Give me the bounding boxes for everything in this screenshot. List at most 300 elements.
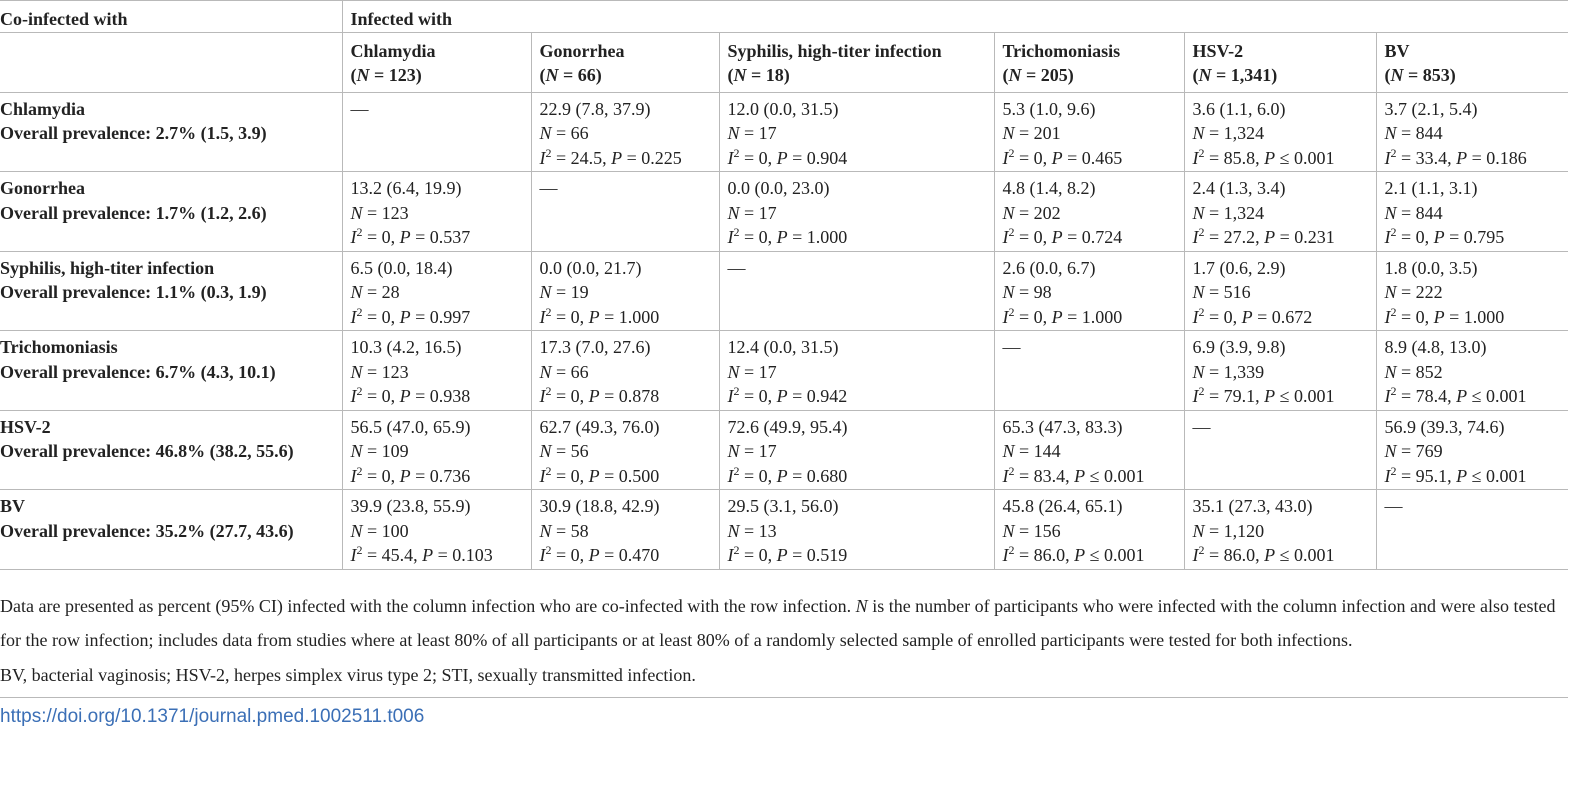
p-symbol: P xyxy=(1051,227,1063,247)
superscript-2: 2 xyxy=(545,145,552,160)
cell-n xyxy=(728,360,994,385)
i-symbol: I xyxy=(539,147,546,168)
p-symbol: P xyxy=(1074,545,1086,565)
p-value: = 1.000 xyxy=(1444,306,1505,327)
n-value: = 58 xyxy=(551,520,589,541)
i2-value: = 0, xyxy=(551,306,589,327)
column-n: (N = 123) xyxy=(350,65,422,85)
cell-heterogeneity xyxy=(540,305,719,330)
row-header xyxy=(0,172,342,252)
i-symbol: I xyxy=(350,545,357,565)
superscript-2: 2 xyxy=(1008,304,1015,319)
column-n: (N = 205) xyxy=(1002,65,1074,85)
table-cell xyxy=(342,251,531,331)
n-symbol: N xyxy=(727,202,740,223)
cell-heterogeneity xyxy=(1385,305,1569,330)
n-symbol: N xyxy=(350,520,363,541)
n-symbol: N xyxy=(1192,202,1205,223)
superscript-2: 2 xyxy=(1008,463,1015,478)
i2-value: = 0, xyxy=(739,545,777,565)
cell-estimate: 0.0 (0.0, 21.7) xyxy=(539,257,642,278)
table-body xyxy=(0,92,1568,569)
p-symbol: P xyxy=(1051,306,1063,327)
cell-n xyxy=(1193,121,1376,146)
cell-heterogeneity xyxy=(1193,225,1376,250)
p-symbol: P xyxy=(588,306,600,327)
cell-heterogeneity xyxy=(351,305,531,330)
p-symbol: P xyxy=(1051,147,1063,168)
cell-estimate: 30.9 (18.8, 42.9) xyxy=(539,496,660,516)
cell-estimate: 65.3 (47.3, 83.3) xyxy=(1002,416,1123,437)
i2-value: = 0, xyxy=(1014,227,1052,247)
i2-value: = 95.1, xyxy=(1396,465,1457,486)
cell-estimate: 3.6 (1.1, 6.0) xyxy=(1192,98,1286,119)
superscript-2: 2 xyxy=(1008,145,1015,160)
footnote-text-b: is the number of participants who were infected with the column infection and were also tested for the row infection; includes data from studies where at least 80% of all participants or at least 80% of a randomly selected sample of enrolled participants were tested for both infections. xyxy=(0,595,1556,650)
n-value: = 205) xyxy=(1021,65,1074,85)
superscript-2: 2 xyxy=(1198,304,1205,319)
table-row xyxy=(0,331,1568,411)
table-footnote xyxy=(0,589,1568,693)
n-value: = 1,324 xyxy=(1204,202,1265,223)
n-symbol: N xyxy=(1384,123,1397,143)
cell-estimate: 3.7 (2.1, 5.4) xyxy=(1384,98,1478,119)
cell-n xyxy=(1385,121,1569,146)
cell-n xyxy=(728,121,994,146)
superscript-2: 2 xyxy=(1008,225,1015,239)
footnote-n-symbol: N xyxy=(855,595,868,616)
i-symbol: I xyxy=(1384,147,1391,168)
cell-heterogeneity xyxy=(1003,305,1184,330)
table-cell xyxy=(1184,490,1376,570)
p-symbol: P xyxy=(1433,306,1445,327)
n-value: = 18) xyxy=(746,65,790,85)
p-value: ≤ 0.001 xyxy=(1467,386,1527,406)
i-symbol: I xyxy=(350,465,357,486)
table-cell xyxy=(1184,172,1376,252)
superscript-2: 2 xyxy=(1198,384,1205,398)
table-row xyxy=(0,92,1568,172)
p-value: = 0.186 xyxy=(1467,147,1527,168)
cell-n xyxy=(540,280,719,305)
cell-heterogeneity xyxy=(351,384,531,409)
cell-n xyxy=(351,280,531,305)
table-cell xyxy=(531,331,719,411)
cell-estimate: 0.0 (0.0, 23.0) xyxy=(727,178,830,198)
row-prevalence: Overall prevalence: 6.7% (4.3, 10.1) xyxy=(0,361,276,382)
superscript-2: 2 xyxy=(545,384,552,398)
i-symbol: I xyxy=(1002,306,1009,327)
p-symbol: P xyxy=(776,465,788,486)
i2-value: = 86.0, xyxy=(1204,545,1265,565)
corner-header: Co-infected with xyxy=(0,1,342,33)
header-row-1 xyxy=(0,1,1568,33)
n-value: = 13 xyxy=(739,520,777,541)
cell-n xyxy=(1193,280,1376,305)
n-value: = 56 xyxy=(551,441,589,461)
cell-n xyxy=(540,360,719,385)
superscript-2: 2 xyxy=(356,543,363,557)
p-symbol: P xyxy=(588,386,600,406)
cell-estimate: 13.2 (6.4, 19.9) xyxy=(350,178,462,198)
i-symbol: I xyxy=(727,465,734,486)
table-cell xyxy=(1376,92,1568,172)
n-symbol: N xyxy=(1002,202,1015,223)
diagonal-dash: — xyxy=(727,257,746,278)
i2-value: = 83.4, xyxy=(1014,465,1075,486)
cell-estimate: 8.9 (4.8, 13.0) xyxy=(1384,337,1487,357)
table-cell xyxy=(342,172,531,252)
table-cell xyxy=(994,92,1184,172)
i-symbol: I xyxy=(1192,306,1199,327)
i-symbol: I xyxy=(539,306,546,327)
cell-estimate: 12.0 (0.0, 31.5) xyxy=(727,98,839,119)
cell-n xyxy=(728,201,994,226)
superscript-2: 2 xyxy=(1390,304,1397,319)
i-symbol: I xyxy=(1192,545,1199,565)
span-header: Infected with xyxy=(342,1,1568,33)
superscript-2: 2 xyxy=(356,225,363,239)
cell-n xyxy=(540,439,719,464)
p-symbol: P xyxy=(611,147,623,168)
cell-heterogeneity xyxy=(1385,464,1569,489)
n-value: = 852 xyxy=(1396,361,1443,382)
cell-estimate: 2.4 (1.3, 3.4) xyxy=(1192,178,1286,198)
row-name: HSV-2 xyxy=(0,416,51,437)
n-symbol: N xyxy=(539,520,552,541)
i2-value: = 0, xyxy=(551,465,589,486)
n-symbol: N xyxy=(1192,282,1205,302)
p-symbol: P xyxy=(1264,227,1276,247)
i2-value: = 0, xyxy=(551,386,589,406)
i-symbol: I xyxy=(1384,227,1391,247)
p-value: = 0.103 xyxy=(433,545,493,565)
column-n: (N = 1,341) xyxy=(1192,65,1278,85)
column-header-3 xyxy=(994,32,1184,92)
n-value: = 100 xyxy=(362,520,409,541)
column-header-1 xyxy=(531,32,719,92)
p-value: = 0.470 xyxy=(599,545,660,565)
cell-n xyxy=(1003,201,1184,226)
n-symbol: N xyxy=(1002,441,1015,461)
cell-estimate: 10.3 (4.2, 16.5) xyxy=(350,337,462,357)
p-symbol: P xyxy=(399,306,411,327)
p-symbol: P xyxy=(776,147,788,168)
cell-estimate: 12.4 (0.0, 31.5) xyxy=(727,337,839,357)
footnote-abbreviations: BV, bacterial vaginosis; HSV-2, herpes simplex virus type 2; STI, sexually transmitted infection. xyxy=(0,664,696,685)
n-symbol: N xyxy=(356,65,370,85)
p-symbol: P xyxy=(399,386,411,406)
row-name: Syphilis, high-titer infection xyxy=(0,257,215,278)
n-value: = 202 xyxy=(1014,202,1061,223)
superscript-2: 2 xyxy=(356,384,363,398)
cell-n xyxy=(728,519,994,544)
table-cell xyxy=(719,410,994,490)
cell-estimate: 39.9 (23.8, 55.9) xyxy=(350,496,471,516)
p-value: = 0.878 xyxy=(599,386,660,406)
cell-estimate: 6.9 (3.9, 9.8) xyxy=(1192,337,1286,357)
n-symbol: N xyxy=(539,441,552,461)
superscript-2: 2 xyxy=(733,543,740,557)
cell-heterogeneity xyxy=(1193,305,1376,330)
cell-heterogeneity xyxy=(540,464,719,489)
p-symbol: P xyxy=(588,545,600,565)
n-value: = 109 xyxy=(362,441,409,461)
n-symbol: N xyxy=(1008,65,1022,85)
i2-value: = 0, xyxy=(1014,147,1052,168)
n-value: = 156 xyxy=(1014,520,1061,541)
p-symbol: P xyxy=(588,465,600,486)
cell-estimate: 17.3 (7.0, 27.6) xyxy=(539,337,651,357)
column-name: Trichomoniasis xyxy=(1002,40,1121,61)
row-name: Chlamydia xyxy=(0,98,86,119)
n-symbol: N xyxy=(545,65,559,85)
table-cell xyxy=(994,331,1184,411)
cell-heterogeneity xyxy=(1385,146,1569,171)
p-value: = 1.000 xyxy=(787,227,848,247)
n-symbol: N xyxy=(727,361,740,382)
cell-heterogeneity xyxy=(1385,225,1569,250)
table-cell xyxy=(719,490,994,570)
n-value: = 1,341) xyxy=(1211,65,1278,85)
n-value: = 19 xyxy=(551,282,589,302)
table-cell xyxy=(342,410,531,490)
n-symbol: N xyxy=(1002,123,1015,143)
superscript-2: 2 xyxy=(733,145,740,160)
i2-value: = 86.0, xyxy=(1014,545,1075,565)
n-symbol: N xyxy=(1192,123,1205,143)
table-row xyxy=(0,172,1568,252)
i2-value: = 24.5, xyxy=(551,147,612,168)
n-symbol: N xyxy=(350,441,363,461)
cell-heterogeneity xyxy=(728,543,994,568)
i-symbol: I xyxy=(727,545,734,565)
n-value: = 123 xyxy=(362,202,409,223)
n-value: = 201 xyxy=(1014,123,1061,143)
p-symbol: P xyxy=(1264,386,1276,406)
table-cell xyxy=(719,92,994,172)
i2-value: = 85.8, xyxy=(1204,147,1265,168)
table-cell xyxy=(1184,410,1376,490)
table-cell xyxy=(342,490,531,570)
n-value: = 1,120 xyxy=(1204,520,1265,541)
n-symbol: N xyxy=(727,123,740,143)
i-symbol: I xyxy=(1002,147,1009,168)
cell-n xyxy=(1193,519,1376,544)
n-symbol: N xyxy=(539,361,552,382)
i2-value: = 0, xyxy=(1014,306,1052,327)
i2-value: = 79.1, xyxy=(1204,386,1265,406)
doi-link[interactable]: https://doi.org/10.1371/journal.pmed.1002511.t006 xyxy=(0,706,425,727)
column-n: (N = 66) xyxy=(539,65,602,85)
superscript-2: 2 xyxy=(356,463,363,478)
table-cell xyxy=(1376,490,1568,570)
cell-estimate: 45.8 (26.4, 65.1) xyxy=(1002,496,1123,516)
n-value: = 98 xyxy=(1014,282,1052,302)
column-header-2 xyxy=(719,32,994,92)
column-n: (N = 18) xyxy=(727,65,790,85)
table-cell xyxy=(994,251,1184,331)
n-value: = 17 xyxy=(739,361,777,382)
i-symbol: I xyxy=(1192,147,1199,168)
i-symbol: I xyxy=(1002,465,1009,486)
row-name: Trichomoniasis xyxy=(0,337,118,357)
footnote-data-description xyxy=(0,589,1568,658)
diagonal-dash: — xyxy=(1384,496,1403,516)
n-symbol: N xyxy=(539,282,552,302)
n-symbol: N xyxy=(1002,282,1015,302)
i2-value: = 45.4, xyxy=(362,545,423,565)
p-value: = 0.680 xyxy=(787,465,848,486)
table-cell xyxy=(531,251,719,331)
i2-value: = 0, xyxy=(362,306,400,327)
n-symbol: N xyxy=(1384,282,1397,302)
cell-estimate: 2.1 (1.1, 3.1) xyxy=(1384,178,1478,198)
row-prevalence: Overall prevalence: 35.2% (27.7, 43.6) xyxy=(0,520,294,541)
table-cell xyxy=(1376,251,1568,331)
diagonal-dash: — xyxy=(539,178,558,198)
row-header xyxy=(0,490,342,570)
i2-value: = 27.2, xyxy=(1204,227,1265,247)
column-name: Syphilis, high-titer infection xyxy=(727,40,942,61)
superscript-2: 2 xyxy=(1198,145,1205,160)
cell-n xyxy=(728,439,994,464)
table-row xyxy=(0,410,1568,490)
p-value: ≤ 0.001 xyxy=(1275,386,1335,406)
table-cell xyxy=(994,490,1184,570)
cell-heterogeneity xyxy=(1193,543,1376,568)
p-value: ≤ 0.001 xyxy=(1275,545,1335,565)
cell-heterogeneity xyxy=(1003,543,1184,568)
n-value: = 17 xyxy=(739,441,777,461)
n-value: = 123) xyxy=(369,65,422,85)
cell-estimate: 5.3 (1.0, 9.6) xyxy=(1002,98,1096,119)
i-symbol: I xyxy=(727,147,734,168)
column-name: BV xyxy=(1384,40,1410,61)
cell-n xyxy=(351,201,531,226)
cell-n xyxy=(540,121,719,146)
superscript-2: 2 xyxy=(545,463,552,478)
i-symbol: I xyxy=(1192,227,1199,247)
row-name: BV xyxy=(0,496,26,516)
p-value: = 0.519 xyxy=(787,545,848,565)
column-header-5 xyxy=(1376,32,1568,92)
p-symbol: P xyxy=(776,227,788,247)
cell-n xyxy=(351,519,531,544)
table-cell xyxy=(1184,251,1376,331)
i2-value: = 0, xyxy=(739,465,777,486)
column-header-4 xyxy=(1184,32,1376,92)
p-value: ≤ 0.001 xyxy=(1275,147,1335,168)
table-cell xyxy=(531,92,719,172)
n-value: = 66 xyxy=(551,123,589,143)
n-value: = 17 xyxy=(739,123,777,143)
p-symbol: P xyxy=(399,227,411,247)
p-value: ≤ 0.001 xyxy=(1085,465,1145,486)
n-symbol: N xyxy=(733,65,747,85)
cell-n xyxy=(1385,201,1569,226)
cell-n xyxy=(1385,280,1569,305)
i-symbol: I xyxy=(1384,386,1391,406)
cell-heterogeneity xyxy=(1193,146,1376,171)
i2-value: = 78.4, xyxy=(1396,386,1457,406)
i2-value: = 0, xyxy=(739,227,777,247)
i-symbol: I xyxy=(727,227,734,247)
cell-n xyxy=(351,439,531,464)
p-value: = 0.672 xyxy=(1252,306,1313,327)
corner-header-blank xyxy=(0,32,342,92)
i-symbol: I xyxy=(1384,465,1391,486)
table-cell xyxy=(531,490,719,570)
column-name: Chlamydia xyxy=(350,40,436,61)
cell-n xyxy=(1003,439,1184,464)
column-name: HSV-2 xyxy=(1192,40,1244,61)
i2-value: = 0, xyxy=(362,386,400,406)
n-symbol: N xyxy=(1198,65,1212,85)
i-symbol: I xyxy=(1002,227,1009,247)
superscript-2: 2 xyxy=(1198,543,1205,557)
p-symbol: P xyxy=(1074,465,1086,486)
cell-estimate: 29.5 (3.1, 56.0) xyxy=(727,496,839,516)
superscript-2: 2 xyxy=(1008,543,1015,557)
cell-heterogeneity xyxy=(540,384,719,409)
row-prevalence: Overall prevalence: 1.1% (0.3, 1.9) xyxy=(0,282,267,302)
p-symbol: P xyxy=(1456,465,1468,486)
column-name: Gonorrhea xyxy=(539,40,625,61)
superscript-2: 2 xyxy=(733,225,740,239)
i2-value: = 0, xyxy=(362,227,400,247)
p-symbol: P xyxy=(776,545,788,565)
p-value: = 0.736 xyxy=(410,465,471,486)
table-cell xyxy=(1376,410,1568,490)
n-symbol: N xyxy=(1192,361,1205,382)
p-value: = 0.997 xyxy=(410,306,471,327)
n-symbol: N xyxy=(350,282,363,302)
p-symbol: P xyxy=(1264,545,1276,565)
superscript-2: 2 xyxy=(545,543,552,557)
n-symbol: N xyxy=(1384,361,1397,382)
table-cell xyxy=(994,172,1184,252)
i-symbol: I xyxy=(539,465,546,486)
table-cell xyxy=(719,251,994,331)
i-symbol: I xyxy=(539,545,546,565)
cell-n xyxy=(1193,201,1376,226)
row-prevalence: Overall prevalence: 1.7% (1.2, 2.6) xyxy=(0,202,267,223)
superscript-2: 2 xyxy=(356,304,363,319)
p-value: ≤ 0.001 xyxy=(1085,545,1145,565)
row-header xyxy=(0,331,342,411)
cell-estimate: 6.5 (0.0, 18.4) xyxy=(350,257,453,278)
column-n: (N = 853) xyxy=(1384,65,1456,85)
footer-divider xyxy=(0,697,1568,698)
row-header xyxy=(0,410,342,490)
n-value: = 123 xyxy=(362,361,409,382)
n-value: = 1,324 xyxy=(1204,123,1265,143)
footnote-text-a: Data are presented as percent (95% CI) infected with the column infection who are co-infected with the row infection. xyxy=(0,595,856,616)
p-symbol: P xyxy=(1456,386,1468,406)
i-symbol: I xyxy=(350,306,357,327)
cell-estimate: 22.9 (7.8, 37.9) xyxy=(539,98,651,119)
n-symbol: N xyxy=(1384,441,1397,461)
n-value: = 1,339 xyxy=(1204,361,1265,382)
cell-estimate: 2.6 (0.0, 6.7) xyxy=(1002,257,1096,278)
p-value: = 0.231 xyxy=(1275,227,1335,247)
i-symbol: I xyxy=(539,386,546,406)
p-value: = 0.724 xyxy=(1062,227,1123,247)
row-prevalence: Overall prevalence: 46.8% (38.2, 55.6) xyxy=(0,441,294,461)
n-value: = 144 xyxy=(1014,441,1061,461)
superscript-2: 2 xyxy=(1390,384,1397,398)
